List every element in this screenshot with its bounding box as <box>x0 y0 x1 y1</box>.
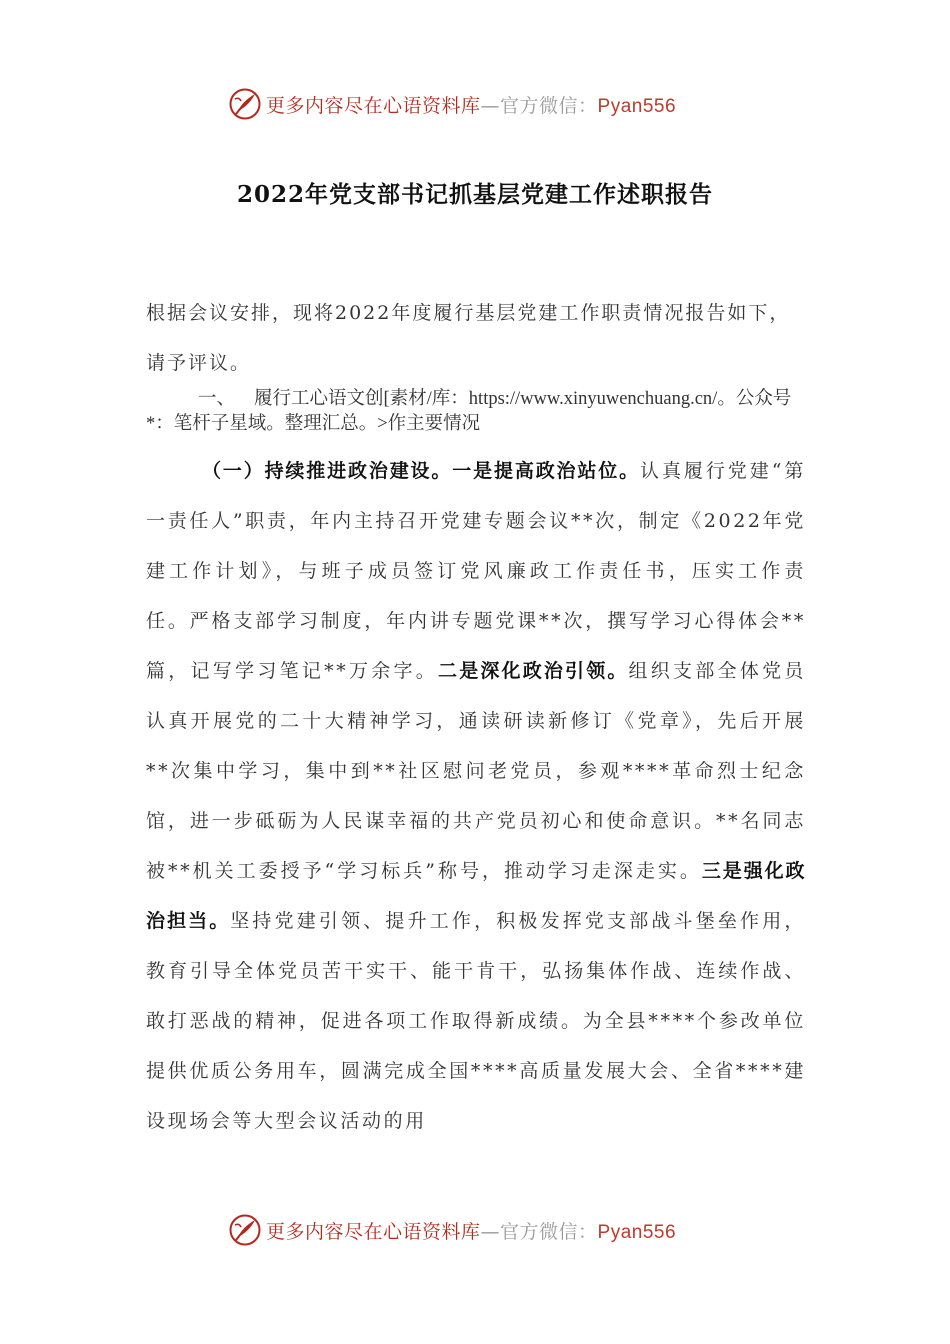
part-1-subheading-3: 三是强化政治担当。 <box>146 860 806 932</box>
intro-paragraph: 根据会议安排，现将2022年度履行基层党建工作职责情况报告如下，请予评议。 <box>146 302 791 374</box>
footer-banner <box>228 1212 676 1248</box>
quill-logo-icon <box>228 87 262 121</box>
part-1-sentence-1: 认真履行党建“第一责任人”职责，年内主持召开党建专题会议**次，制定《2022年党建工作计划》，与班子成员签订党风廉政工作责任书，压实工作责任。严格支部学习制度，年内讲专题党课**次，撰写学习心得体会**篇，记写学习笔记**万余字。 <box>146 460 806 682</box>
document-title: 2022年党支部书记抓基层党建工作述职报告 <box>236 181 713 208</box>
quill-logo-icon <box>228 1213 262 1247</box>
part-1-sentence-2: 组织支部全体党员认真开展党的二十大精神学习，通读研读新修订《党章》，先后开展**次集中学习，集中到**社区慰问老党员，参观****革命烈士纪念馆，进一步砥砺为人民谋幸福的共产党员初心和使命意识。**名同志被**机关工委授予“学习标兵”称号，推动学习走深走实。 <box>146 660 806 882</box>
part-1-paragraph <box>146 446 806 1146</box>
header-banner <box>228 86 676 122</box>
section-index: 一、 <box>198 389 236 409</box>
section-text: 履行工心语文创[素材/库：https://www.xinyuwenchuang.cn/。公众号*：笔杆子星域。整理汇总。>作主要情况 <box>146 389 792 434</box>
part-1-sentence-3: 坚持党建引领、提升工作，积极发挥党支部战斗堡垒作用，教育引导全体党员苦干实干、能干肯干，弘扬集体作战、连续作战、敢打恶战的精神，促进各项工作取得新成绩。为全县****个参改单位提供优质公务用车，圆满完成全国****高质量发展大会、全省****建设现场会等大型会议活动的用 <box>146 910 806 1132</box>
part-1-subheading-2: 二是深化政治引领。 <box>438 660 629 682</box>
banner-text: 更多内容尽在心语资料库—官方微信：Pyan556 <box>266 1220 677 1243</box>
part-1-heading: （一）持续推进政治建设。一是提高政治站位。 <box>202 460 640 482</box>
banner-text: 更多内容尽在心语资料库—官方微信：Pyan556 <box>266 94 677 117</box>
section-heading-1 <box>146 387 806 437</box>
